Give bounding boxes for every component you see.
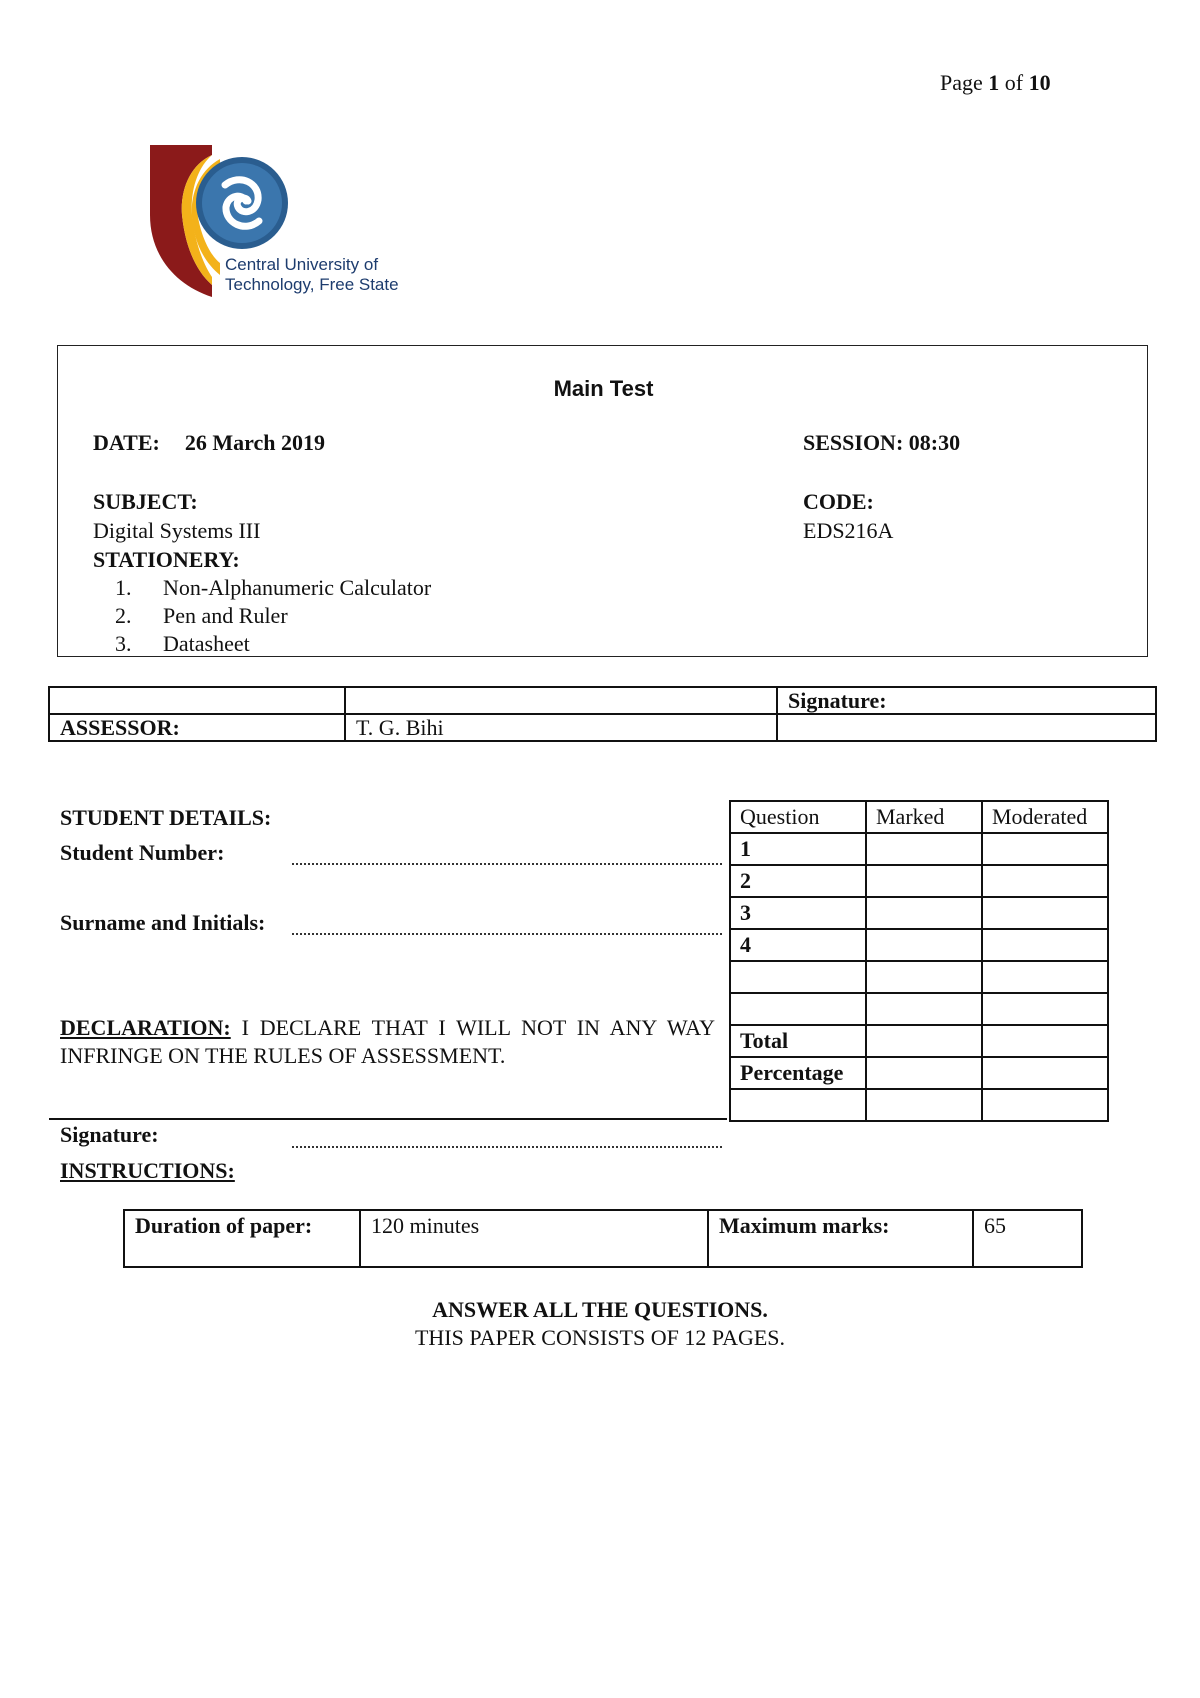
logo-line-2: Technology, Free State <box>225 275 399 294</box>
moderated-cell[interactable] <box>982 833 1108 865</box>
marked-cell[interactable] <box>866 1025 982 1057</box>
session-line <box>803 430 960 456</box>
date-label: DATE: <box>93 430 160 455</box>
question-number: 4 <box>730 929 866 961</box>
stationery-item: 3. Datasheet <box>115 631 250 656</box>
page-count-note: THIS PAPER CONSISTS OF 12 PAGES. <box>414 1325 786 1350</box>
signature-header: Signature: <box>777 687 1156 714</box>
page-of: of <box>1004 70 1024 95</box>
max-marks-value: 65 <box>973 1210 1082 1267</box>
signature-rule <box>49 1118 727 1120</box>
question-number: 3 <box>730 897 866 929</box>
moderated-cell[interactable] <box>982 1057 1108 1089</box>
duration-table <box>123 1209 1083 1268</box>
subject-value: Digital Systems III <box>93 518 261 543</box>
logo-text <box>225 255 399 295</box>
assessor-label: ASSESSOR: <box>49 714 345 741</box>
table-row <box>730 865 1108 897</box>
stationery-item: 2. Pen and Ruler <box>115 603 288 628</box>
session-value: 08:30 <box>908 430 961 455</box>
exam-header-box <box>57 345 1148 657</box>
date-value: 26 March 2019 <box>184 430 325 455</box>
marked-cell[interactable] <box>866 1057 982 1089</box>
date-line <box>93 430 325 456</box>
subject-label: SUBJECT: <box>93 489 198 514</box>
duration-label: Duration of paper: <box>124 1210 360 1267</box>
assessor-table <box>48 686 1157 742</box>
assessor-name: T. G. Bihi <box>345 714 777 741</box>
moderated-cell[interactable] <box>982 1025 1108 1057</box>
session-label: SESSION: <box>803 430 904 455</box>
marks-header-question: Question <box>730 801 866 833</box>
code-label: CODE: <box>803 489 874 514</box>
assessor-cell <box>49 687 345 714</box>
question-number <box>730 993 866 1025</box>
student-details-heading: STUDENT DETAILS: <box>60 805 272 830</box>
marked-cell[interactable] <box>866 865 982 897</box>
table-row <box>730 1025 1108 1057</box>
table-row <box>730 993 1108 1025</box>
marked-cell[interactable] <box>866 961 982 993</box>
page-number <box>940 70 1051 96</box>
question-number: 2 <box>730 865 866 897</box>
marks-header-marked: Marked <box>866 801 982 833</box>
marks-table <box>729 800 1109 1122</box>
student-signature-label: Signature: <box>60 1122 159 1147</box>
logo-line-1: Central University of <box>225 255 379 274</box>
student-signature-field[interactable] <box>292 1128 722 1148</box>
declaration <box>60 1014 715 1070</box>
moderated-cell[interactable] <box>982 1089 1108 1121</box>
moderated-cell[interactable] <box>982 865 1108 897</box>
declaration-text: I DECLARE THAT I WILL NOT IN ANY WAY INFRINGE ON THE RULES OF ASSESSMENT. <box>60 1015 715 1068</box>
moderated-cell[interactable] <box>982 929 1108 961</box>
declaration-label: DECLARATION: <box>60 1015 231 1040</box>
table-row <box>730 1089 1108 1121</box>
marked-cell[interactable] <box>866 929 982 961</box>
answer-all-instruction: ANSWER ALL THE QUESTIONS. <box>432 1297 768 1322</box>
surname-label: Surname and Initials: <box>60 910 266 935</box>
stationery-list <box>103 574 431 658</box>
moderated-cell[interactable] <box>982 961 1108 993</box>
marked-cell[interactable] <box>866 993 982 1025</box>
stationery-label: STATIONERY: <box>93 547 240 572</box>
student-number-label: Student Number: <box>60 840 225 865</box>
code-value: EDS216A <box>803 518 894 543</box>
percentage-label: Percentage <box>730 1057 866 1089</box>
question-number: 1 <box>730 833 866 865</box>
total-label: Total <box>730 1025 866 1057</box>
instructions-heading: INSTRUCTIONS: <box>60 1158 235 1183</box>
marked-cell[interactable] <box>866 1089 982 1121</box>
marked-cell[interactable] <box>866 897 982 929</box>
question-number <box>730 961 866 993</box>
table-row <box>730 961 1108 993</box>
marked-cell[interactable] <box>866 833 982 865</box>
assessor-cell <box>345 687 777 714</box>
table-row <box>730 833 1108 865</box>
moderated-cell[interactable] <box>982 993 1108 1025</box>
max-marks-label: Maximum marks: <box>708 1210 973 1267</box>
stationery-item: 1. Non-Alphanumeric Calculator <box>115 575 432 600</box>
marks-header-moderated: Moderated <box>982 801 1108 833</box>
table-row <box>730 929 1108 961</box>
moderated-cell[interactable] <box>982 897 1108 929</box>
question-number <box>730 1089 866 1121</box>
assessor-signature-field[interactable] <box>777 714 1156 741</box>
student-number-field[interactable] <box>292 845 722 865</box>
duration-value: 120 minutes <box>360 1210 708 1267</box>
table-row <box>730 1057 1108 1089</box>
exam-title: Main Test <box>553 376 654 401</box>
page-label: Page <box>940 70 983 95</box>
table-row <box>730 897 1108 929</box>
page-total: 10 <box>1028 70 1051 95</box>
surname-field[interactable] <box>292 915 722 935</box>
page-current: 1 <box>988 70 1000 95</box>
